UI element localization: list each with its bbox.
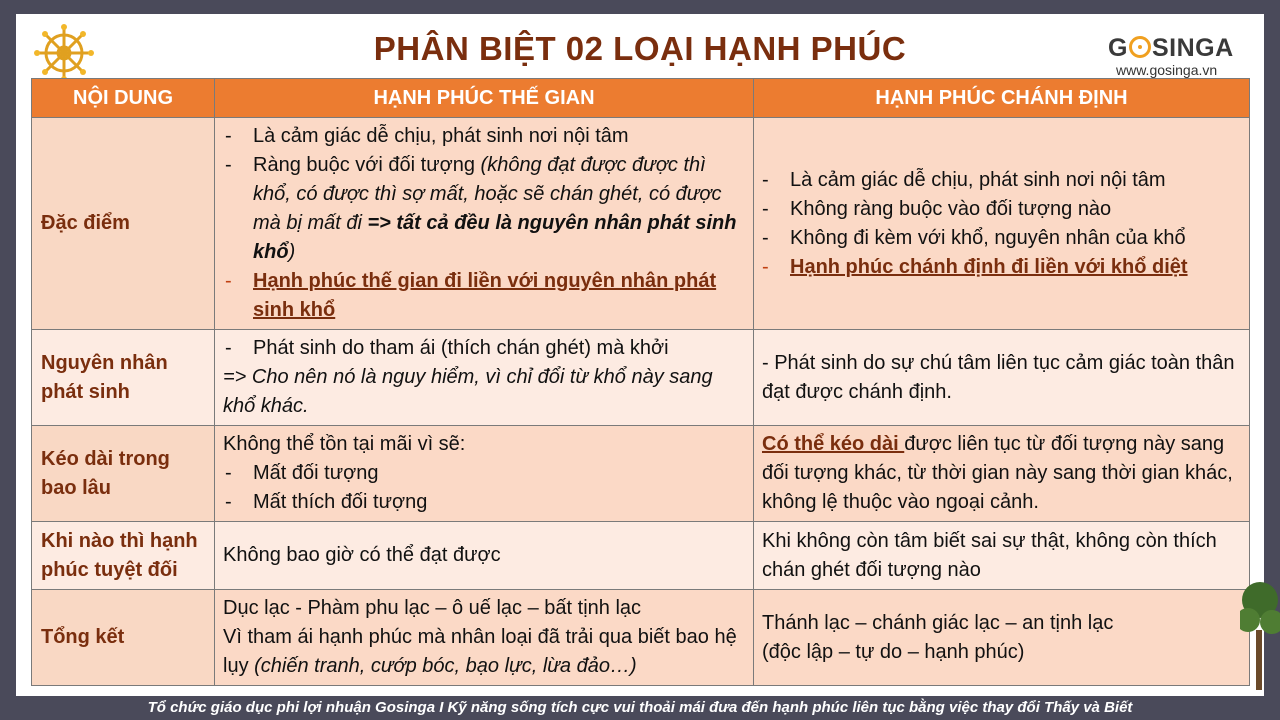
header-worldly-happiness: HẠNH PHÚC THẾ GIAN [215, 79, 754, 118]
text: (độc lập – tự do – hạnh phúc) [762, 640, 1025, 663]
gosinga-logo [1108, 34, 1234, 63]
logo-text-singa: SINGA [1151, 34, 1234, 62]
text: (không đạt được được thì khổ, có được thì sợ mất, hoặc sẽ chán ghét, có được mà bị mất đi [253, 154, 722, 234]
text: Dục lạc - Phàm phu lạc – ô uế lạc – bất tịnh lạc [223, 597, 642, 619]
list-item: - Phát sinh do tham ái (thích chán ghét) mà khởi [223, 334, 745, 363]
list-item [223, 267, 745, 325]
text: (chiến tranh, cướp bóc, bạo lực, lừa đảo…) [254, 655, 637, 677]
list-item [223, 151, 745, 267]
table-row [32, 330, 1250, 426]
text: Hạnh phúc thế gian đi liền với nguyên nhân phát sinh khổ [253, 270, 717, 321]
list-item: - Mất thích đối tượng [223, 488, 745, 517]
table-header-row [32, 79, 1250, 118]
table-cell [754, 590, 1250, 686]
tree-decoration-icon [1240, 570, 1280, 690]
table-row [32, 118, 1250, 330]
table-row [32, 522, 1250, 590]
text: Ràng buộc với đối tượng [253, 154, 481, 176]
text: Thánh lạc – chánh giác lạc – an tịnh lạc [762, 611, 1114, 634]
list-item: - Là cảm giác dễ chịu, phát sinh nơi nội tâm [223, 122, 745, 151]
table-cell [215, 330, 754, 426]
list-item: - Không ràng buộc vào đối tượng nào [760, 195, 1241, 224]
text: Vì tham ái hạnh phúc mà nhân loại đã trải qua biết bao hệ lụy [223, 626, 737, 677]
list-item [760, 253, 1241, 282]
header-concentration-happiness: HẠNH PHÚC CHÁNH ĐỊNH [754, 79, 1250, 118]
table-cell: - Phát sinh do sự chú tâm liên tục cảm giác toàn thân đạt được chánh định. [754, 330, 1250, 426]
table-cell: Không bao giờ có thể đạt được [215, 522, 754, 590]
row-label: Tổng kết [32, 590, 215, 686]
list-item: - Không đi kèm với khổ, nguyên nhân của khổ [760, 224, 1241, 253]
table-row [32, 426, 1250, 522]
text: Không thể tồn tại mãi vì sẽ: [223, 433, 466, 455]
table-cell: Khi không còn tâm biết sai sự thật, không còn thích chán ghét đối tượng nào [754, 522, 1250, 590]
text: => Cho nên nó là nguy hiểm, vì chỉ đổi từ khổ này sang khổ khác. [223, 366, 713, 417]
list-item: - Mất đối tượng [223, 459, 745, 488]
text: Có thể kéo dài [762, 433, 905, 455]
row-label: Nguyên nhân phát sinh [32, 330, 215, 426]
table-row [32, 590, 1250, 686]
comparison-table [31, 78, 1250, 686]
table-cell [215, 590, 754, 686]
table-cell [754, 118, 1250, 330]
text: được liên tục từ đối tượng này sang đối tượng khác, từ thời gian này sang thời gian khác, không lệ thuộc vào ngoại cảnh. [762, 433, 1233, 513]
table-cell [215, 118, 754, 330]
text: Hạnh phúc chánh định đi liền với khổ diệt [790, 255, 1188, 278]
text: => tất cả đều là nguyên nhân phát sinh khổ [253, 212, 737, 263]
row-label: Khi nào thì hạnh phúc tuyệt đối [32, 522, 215, 590]
text: ) [288, 241, 296, 263]
row-label: Kéo dài trong bao lâu [32, 426, 215, 522]
header-content: NỘI DUNG [32, 79, 215, 118]
table-cell [754, 426, 1250, 522]
list-item: - Là cảm giác dễ chịu, phát sinh nơi nội tâm [760, 166, 1241, 195]
table-cell [215, 426, 754, 522]
page-title: PHÂN BIỆT 02 LOẠI HẠNH PHÚC [373, 30, 907, 67]
logo-sun-icon [1129, 36, 1151, 58]
row-label: Đặc điểm [32, 118, 215, 330]
website-url: www.gosinga.vn [1116, 62, 1218, 78]
logo-text-g: G [1108, 34, 1128, 62]
footer-tagline: Tổ chức giáo dục phi lợi nhuận Gosinga I Kỹ năng sống tích cực vui thoải mái đưa đến hạnh phúc liên tục bằng việc thay đổi Thấy và Biết [0, 696, 1280, 720]
